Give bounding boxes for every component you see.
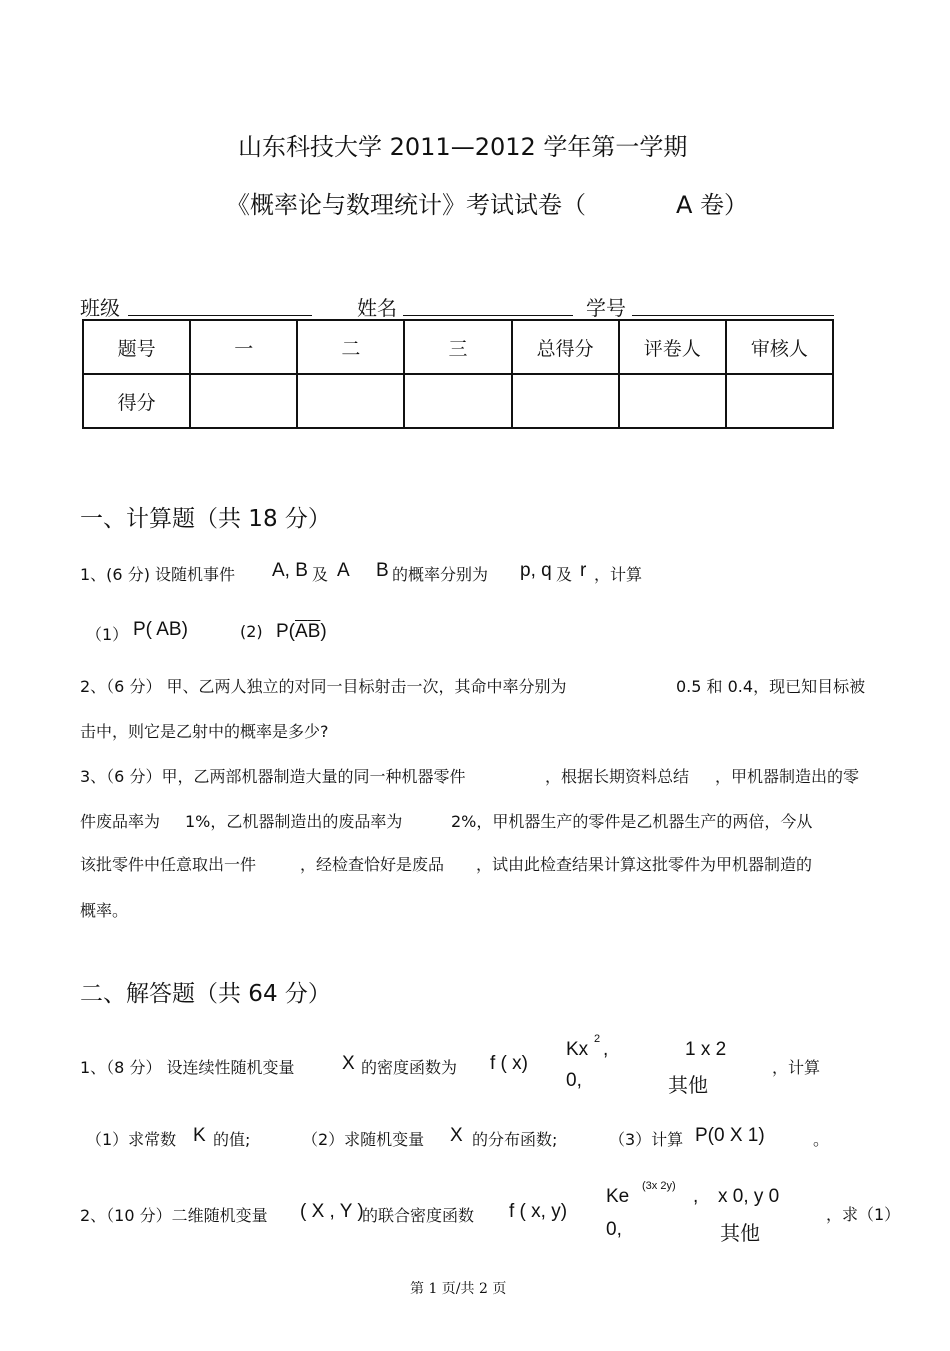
exam-title-line2: 《概率论与数理统计》考试试卷（ <box>226 191 586 219</box>
s1-q3-line3: ，试由此检查结果计算这批零件为甲机器制造的 <box>476 855 813 874</box>
class-blank <box>128 315 312 316</box>
score-table-cell: 总得分 <box>512 320 619 374</box>
s2-q1-math: f ( x) <box>490 1053 528 1074</box>
section2-heading: 二、解答题（共 64 分） <box>80 981 331 1007</box>
s2-q2-case1-sup: (3x 2y) <box>642 1180 676 1192</box>
s2-q1-case2-cond: 其他 <box>668 1073 708 1097</box>
score-table-cell: 题号 <box>83 320 190 374</box>
score-table-cell: 二 <box>297 320 404 374</box>
s1-q1-sub2-label: (2) <box>240 622 263 641</box>
score-table-cell: 审核人 <box>726 320 833 374</box>
class-label: 班级 <box>80 296 120 320</box>
s2-q1-text: 的密度函数为 <box>361 1058 458 1077</box>
s2-q1-sub1-math: K <box>193 1125 206 1146</box>
score-blank-cell <box>726 374 833 428</box>
score-table-header-row <box>83 320 833 374</box>
name-blank <box>403 315 573 316</box>
s1-q3-line3: 该批零件中任意取出一件 <box>80 855 257 874</box>
name-label: 姓名 <box>357 296 397 320</box>
s2-q1-case1-comma: , <box>603 1039 609 1060</box>
s2-q1-case1-expr: Kx <box>566 1039 589 1060</box>
s1-q1-text: ，计算 <box>594 565 643 584</box>
s2-q2-suffix: ，求（1） <box>826 1205 901 1224</box>
score-table-cell: 得分 <box>83 374 190 428</box>
s1-q3-line2: 件废品率为 <box>80 812 161 831</box>
s1-q1-text: 及 <box>312 565 329 584</box>
s2-q1-sub3: 。 <box>813 1130 830 1149</box>
s1-q2-line1-tail: 0.5 和 0.4，现已知目标被 <box>676 677 866 696</box>
s2-q1-sub1: （1）求常数 <box>86 1130 177 1149</box>
s2-q1-sub3-math: P(0 X 1) <box>695 1125 765 1146</box>
s1-q1-math: B <box>376 560 389 581</box>
s2-q1-sub3: （3）计算 <box>609 1130 684 1149</box>
score-blank-cell <box>297 374 404 428</box>
score-blank-cell <box>190 374 297 428</box>
s2-q2-text: 的联合密度函数 <box>362 1206 475 1225</box>
score-table-cell: 评卷人 <box>619 320 726 374</box>
exam-title-line1: 山东科技大学 2011—2012 学年第一学期 <box>238 133 688 161</box>
page-footer: 第 1 页/共 2 页 <box>410 1281 507 1297</box>
score-blank-cell <box>619 374 726 428</box>
s2-q2-case1-cond: x 0, y 0 <box>718 1186 780 1207</box>
s2-q2-prefix: 2、（10 分）二维随机变量 <box>80 1206 268 1225</box>
s1-q3-line4: 概率。 <box>80 901 129 920</box>
score-blank-cell <box>404 374 511 428</box>
s2-q1-sub1: 的值; <box>213 1130 251 1149</box>
score-table-cell: 三 <box>404 320 511 374</box>
s2-q1-sub2: （2）求随机变量 <box>302 1130 425 1149</box>
s1-q3-line1: ，根据长期资料总结 <box>545 767 690 786</box>
s1-q1-sub1-math: P( AB) <box>133 619 188 640</box>
student-id-blank <box>632 315 834 316</box>
s2-q2-math: ( X , Y ) <box>300 1201 364 1222</box>
score-blank-cell <box>512 374 619 428</box>
s1-q1-math: p, q <box>520 560 552 581</box>
s1-q2-line2: 击中，则它是乙射中的概率是多少? <box>80 722 329 741</box>
s2-q1-case1-cond: 1 x 2 <box>685 1039 727 1060</box>
s2-q1-math: X <box>342 1053 355 1074</box>
s2-q1-sub2-math: X <box>450 1125 463 1146</box>
score-table-score-row <box>83 374 833 428</box>
s2-q1-case1-sup: 2 <box>594 1033 601 1045</box>
exam-title-paper-type: A 卷） <box>676 191 749 219</box>
s2-q2-case2-expr: 0, <box>606 1219 622 1240</box>
s2-q1-prefix: 1、（8 分） 设连续性随机变量 <box>80 1058 295 1077</box>
s1-q1-math: r <box>580 560 587 581</box>
s2-q2-case2-cond: 其他 <box>720 1221 760 1245</box>
s1-q3-line1: ，甲机器制造出的零 <box>715 767 860 786</box>
s1-q1-text: 及 <box>556 565 573 584</box>
s1-q1-sub1-label: （1） <box>86 625 129 644</box>
s1-q1-math: A <box>337 560 350 581</box>
s1-q1-text: 的概率分别为 <box>392 565 489 584</box>
s1-q1-math: A, B <box>272 560 308 581</box>
score-table-cell: 一 <box>190 320 297 374</box>
s2-q2-case1-expr: Ke <box>606 1186 630 1207</box>
s2-q1-sub2: 的分布函数; <box>472 1130 558 1149</box>
student-id-label: 学号 <box>586 296 626 320</box>
section1-heading: 一、计算题（共 18 分） <box>80 506 331 532</box>
s2-q2-case1-comma: , <box>693 1186 699 1207</box>
s1-q1-prefix: 1、(6 分) 设随机事件 <box>80 565 236 584</box>
s1-q1-sub2-math: $P(\overline{A}\overline{B})$ <box>276 621 327 642</box>
s2-q1-case2-expr: 0, <box>566 1070 582 1091</box>
s1-q3-line2: 1%，乙机器制造出的废品率为 <box>185 812 403 831</box>
s2-q2-math: f ( x, y) <box>509 1201 568 1222</box>
score-table <box>82 319 834 429</box>
s1-q3-line1: 3、（6 分）甲，乙两部机器制造大量的同一种机器零件 <box>80 767 466 786</box>
s1-q3-line2: 2%，甲机器生产的零件是乙机器生产的两倍，今从 <box>451 812 813 831</box>
s1-q2-line1: 2、（6 分） 甲、乙两人独立的对同一目标射击一次，其命中率分别为 <box>80 677 567 696</box>
s1-q3-line3: ，经检查恰好是废品 <box>300 855 445 874</box>
s2-q1-suffix: ，计算 <box>772 1058 821 1077</box>
